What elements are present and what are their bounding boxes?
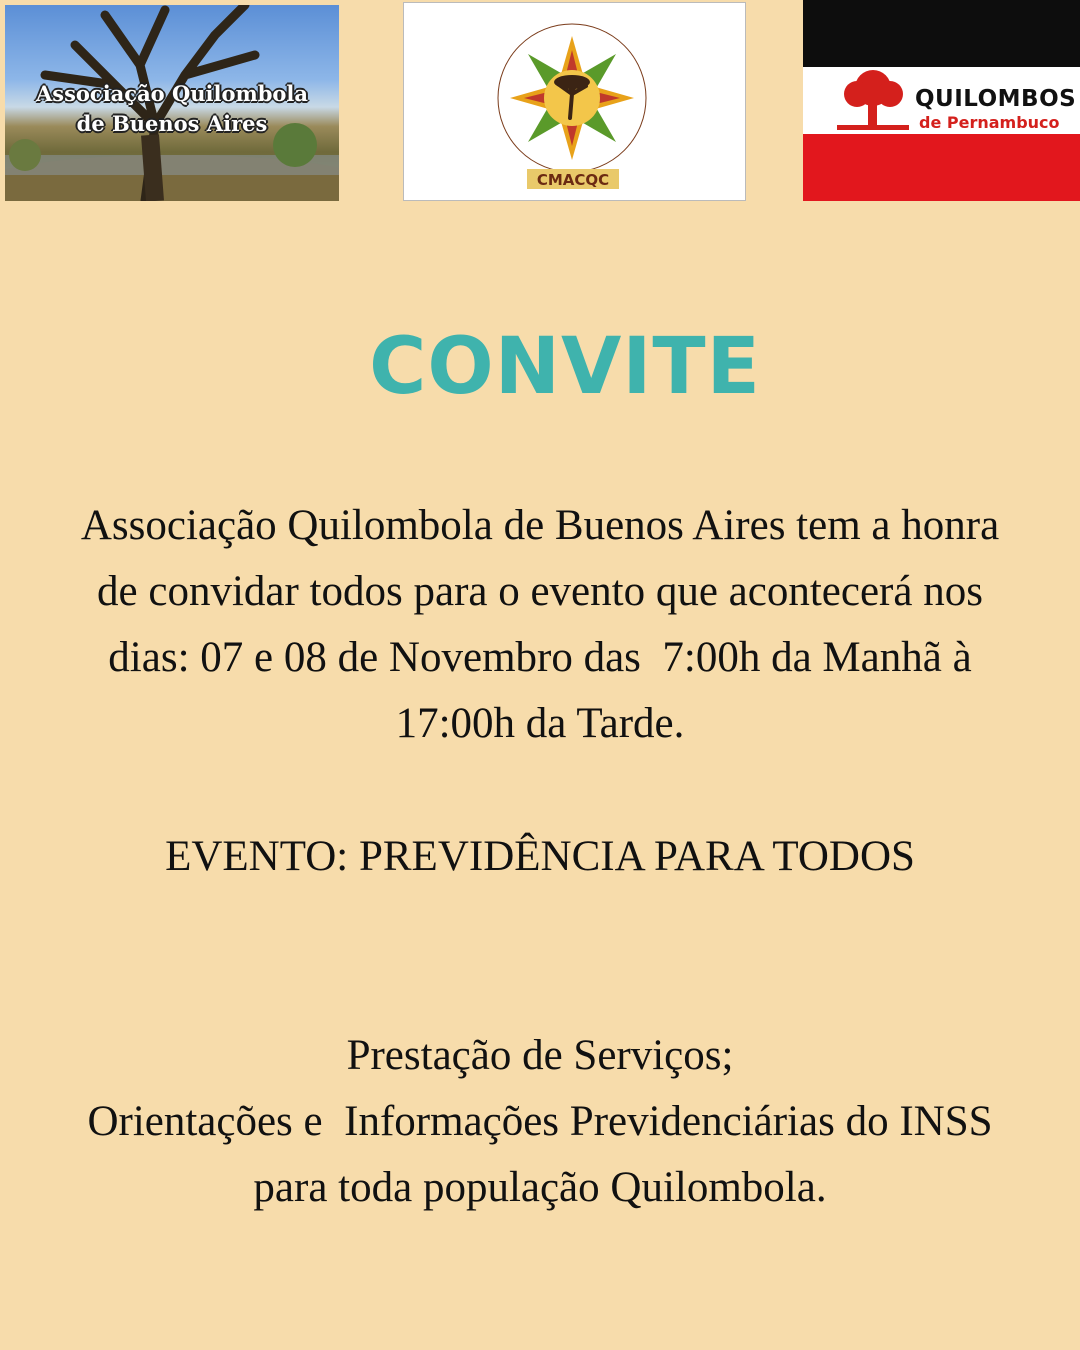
flag-black-stripe [803,0,1080,67]
page-title: CONVITE [369,322,761,412]
intro-paragraph [0,493,1080,757]
cmacqc-acronym: CMACQC [536,171,610,189]
cmacqc-logo [403,2,746,201]
event-heading: EVENTO: PREVIDÊNCIA PARA TODOS [165,833,915,880]
flag-red-stripe [803,134,1080,201]
intro-line: dias: 07 e 08 de Novembro das 7:00h da Manhã à [108,634,972,681]
services-line: Orientações e Informações Previdenciárias do INSS [87,1098,993,1145]
cmacqc-seal-icon [404,3,745,200]
services-line: Prestação de Serviços; [346,1032,734,1079]
intro-line: Associação Quilombola de Buenos Aires tem a honra [80,502,1000,549]
intro-line: de convidar todos para o evento que acontecerá nos [97,568,983,615]
assoc-logo-line2: de Buenos Aires [76,111,268,136]
quilombos-title: QUILOMBOS [915,86,1077,112]
quilombos-subtitle: de Pernambuco [919,113,1060,132]
red-tree-icon [833,68,913,132]
assoc-buenos-aires-logo [5,5,339,201]
assoc-logo-line1: Associação Quilombola [35,81,309,106]
intro-line: 17:00h da Tarde. [395,700,685,747]
services-paragraph [0,1023,1080,1221]
quilombos-pernambuco-logo [803,0,1080,201]
services-line: para toda população Quilombola. [253,1164,827,1211]
